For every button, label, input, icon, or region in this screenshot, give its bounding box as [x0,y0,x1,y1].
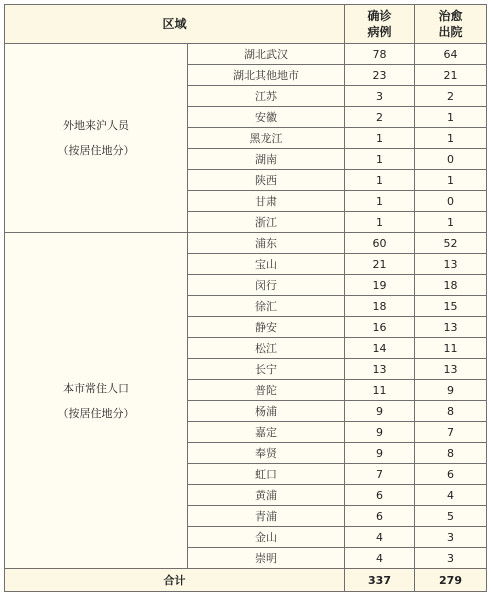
confirmed-cell: 2 [345,107,415,128]
confirmed-cell: 11 [345,380,415,401]
cured-cell: 52 [415,233,487,254]
table-row [5,44,487,65]
cured-cell: 2 [415,86,487,107]
header-confirmed-line2: 病例 [367,25,392,39]
confirmed-cell: 9 [345,422,415,443]
area-cell: 安徽 [188,107,345,128]
cured-cell: 21 [415,65,487,86]
confirmed-cell: 6 [345,485,415,506]
area-cell: 普陀 [188,380,345,401]
cured-cell: 9 [415,380,487,401]
table-footer [5,569,487,592]
header-confirmed-line1: 确诊 [367,9,392,23]
cured-cell: 4 [415,485,487,506]
area-cell: 奉贤 [188,443,345,464]
header-cured-line2: 出院 [438,25,463,39]
area-cell: 浦东 [188,233,345,254]
cured-cell: 0 [415,149,487,170]
cured-cell: 3 [415,548,487,569]
area-cell: 江苏 [188,86,345,107]
area-cell: 湖北武汉 [188,44,345,65]
confirmed-cell: 7 [345,464,415,485]
cured-cell: 11 [415,338,487,359]
cured-cell: 13 [415,317,487,338]
confirmed-cell: 1 [345,170,415,191]
header-cured [415,5,487,44]
confirmed-cell: 1 [345,191,415,212]
group-subtitle: （按居住地分） [57,406,135,420]
cured-cell: 8 [415,443,487,464]
area-cell: 宝山 [188,254,345,275]
confirmed-cell: 14 [345,338,415,359]
header-confirmed [345,5,415,44]
table-row [5,233,487,254]
cured-cell: 64 [415,44,487,65]
area-cell: 黄浦 [188,485,345,506]
cured-cell: 13 [415,254,487,275]
area-cell: 长宁 [188,359,345,380]
cured-cell: 13 [415,359,487,380]
area-cell: 静安 [188,317,345,338]
group-subtitle: （按居住地分） [57,144,135,157]
area-cell: 黑龙江 [188,128,345,149]
confirmed-cell: 6 [345,506,415,527]
cured-cell: 1 [415,128,487,149]
area-cell: 崇明 [188,548,345,569]
area-cell: 湖南 [188,149,345,170]
table-body [5,44,487,569]
area-cell: 松江 [188,338,345,359]
confirmed-cell: 4 [345,548,415,569]
group-name: 外地来沪人员 [63,119,129,132]
cured-cell: 8 [415,401,487,422]
confirmed-cell: 1 [345,149,415,170]
area-cell: 闵行 [188,275,345,296]
cured-cell: 18 [415,275,487,296]
header-region: 区域 [5,5,345,44]
area-cell: 杨浦 [188,401,345,422]
cured-cell: 0 [415,191,487,212]
confirmed-cell: 3 [345,86,415,107]
total-row [5,569,487,592]
cured-cell: 5 [415,506,487,527]
case-statistics-table [4,4,487,592]
confirmed-cell: 18 [345,296,415,317]
cured-cell: 1 [415,107,487,128]
area-cell: 嘉定 [188,422,345,443]
confirmed-cell: 9 [345,443,415,464]
confirmed-cell: 1 [345,128,415,149]
total-confirmed: 337 [345,569,415,592]
area-cell: 湖北其他地市 [188,65,345,86]
group-category-cell [5,233,188,569]
confirmed-cell: 23 [345,65,415,86]
area-cell: 虹口 [188,464,345,485]
confirmed-cell: 16 [345,317,415,338]
confirmed-cell: 21 [345,254,415,275]
confirmed-cell: 19 [345,275,415,296]
area-cell: 青浦 [188,506,345,527]
confirmed-cell: 9 [345,401,415,422]
cured-cell: 1 [415,212,487,233]
total-cured: 279 [415,569,487,592]
group-name: 本市常住人口 [63,381,129,395]
confirmed-cell: 1 [345,212,415,233]
confirmed-cell: 13 [345,359,415,380]
confirmed-cell: 4 [345,527,415,548]
cured-cell: 1 [415,170,487,191]
total-label: 合计 [5,569,345,592]
area-cell: 金山 [188,527,345,548]
area-cell: 陕西 [188,170,345,191]
cured-cell: 3 [415,527,487,548]
area-cell: 浙江 [188,212,345,233]
cured-cell: 7 [415,422,487,443]
stats-table-wrapper [4,4,486,592]
confirmed-cell: 60 [345,233,415,254]
cured-cell: 15 [415,296,487,317]
table-header [5,5,487,44]
area-cell: 甘肃 [188,191,345,212]
confirmed-cell: 78 [345,44,415,65]
group-category-cell [5,44,188,233]
cured-cell: 6 [415,464,487,485]
area-cell: 徐汇 [188,296,345,317]
header-cured-line1: 治愈 [438,9,463,23]
